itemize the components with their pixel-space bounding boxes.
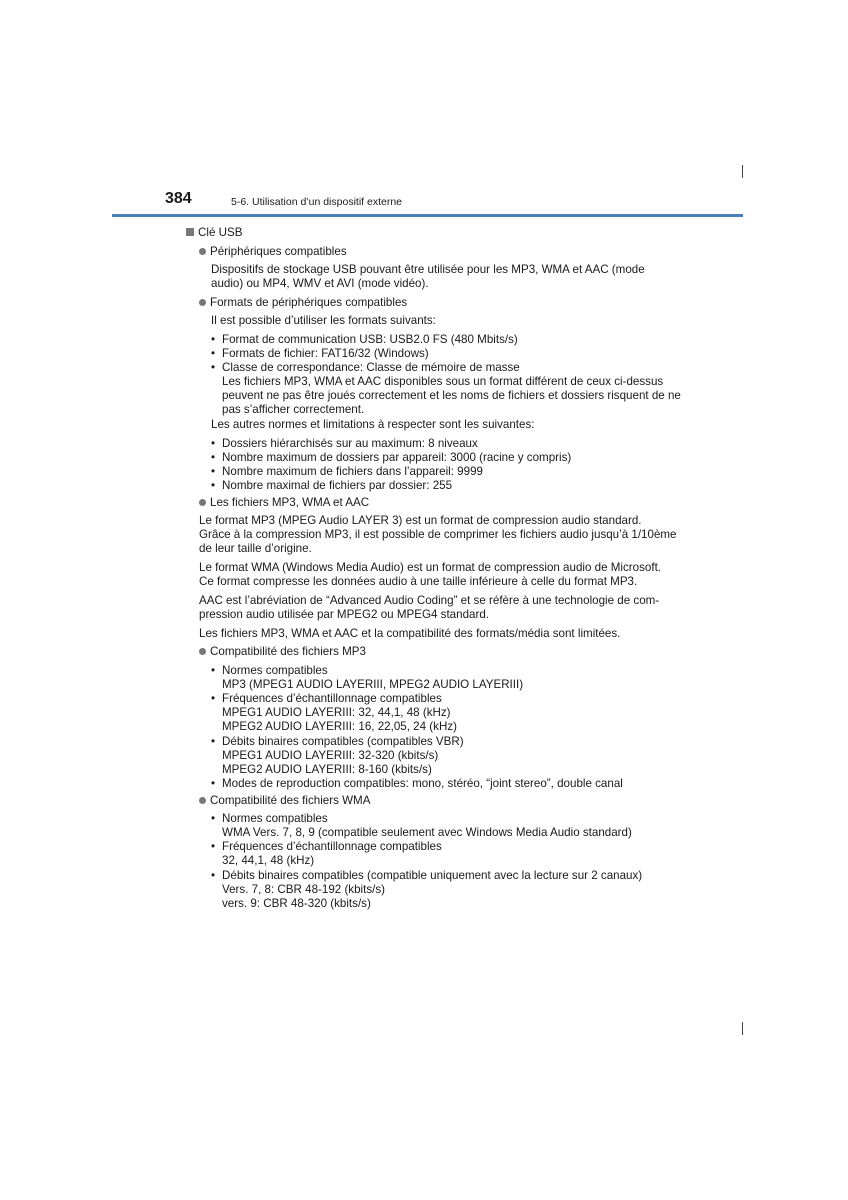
files-paragraph-line: Les fichiers MP3, WMA et AAC et la compatibilité des formats/média sont limitées. xyxy=(199,627,621,640)
mp3-item-detail: MPEG1 AUDIO LAYERIII: 32-320 (kbits/s) xyxy=(222,749,439,762)
formats-item: • Format de communication USB: USB2.0 FS (480 Mbits/s) xyxy=(211,333,518,346)
wma-item-detail: Vers. 7, 8: CBR 48-192 (kbits/s) xyxy=(222,883,386,896)
round-bullet-icon xyxy=(199,797,206,804)
crop-mark-bottom xyxy=(742,1022,743,1035)
files-paragraph-line: Le format WMA (Windows Media Audio) est un format de compression audio de Microsoft. xyxy=(199,561,662,574)
wma-item: • Fréquences d’échantillonnage compatibles xyxy=(211,840,442,853)
round-bullet-icon xyxy=(199,248,206,255)
limits-item: • Dossiers hiérarchisés sur au maximum: 8 niveaux xyxy=(211,437,478,450)
square-bullet-icon xyxy=(186,228,194,236)
limits-intro: Les autres normes et limitations à respecter sont les suivantes: xyxy=(211,418,535,431)
files-paragraph-line: AAC est l’abréviation de “Advanced Audio Coding” et se réfère à une technologie de com- xyxy=(199,594,660,607)
round-bullet-icon xyxy=(199,299,206,306)
formats-note-line: Les fichiers MP3, WMA et AAC disponibles sous un format différent de ceux ci-dessus xyxy=(222,375,664,388)
files-paragraph-line: Ce format compresse les données audio à une taille inférieure à celle du format MP3. xyxy=(199,575,638,588)
wma-item: • Débits binaires compatibles (compatible uniquement avec la lecture sur 2 canaux) xyxy=(211,869,643,882)
devices-heading: Périphériques compatibles xyxy=(199,245,347,259)
wma-item-detail: vers. 9: CBR 48-320 (kbits/s) xyxy=(222,897,371,910)
round-bullet-icon xyxy=(199,499,206,506)
formats-note-line: pas s’afficher correctement. xyxy=(222,403,365,416)
section-title: 5-6. Utilisation d’un dispositif externe xyxy=(231,196,403,208)
limits-item: • Nombre maximum de dossiers par appareil: 3000 (racine y compris) xyxy=(211,451,572,464)
wma-heading: Compatibilité des fichiers WMA xyxy=(199,794,370,808)
usb-heading: Clé USB xyxy=(186,226,242,240)
wma-item-detail: 32, 44,1, 48 (kHz) xyxy=(222,854,315,867)
round-bullet-icon xyxy=(199,648,206,655)
mp3-item: • Débits binaires compatibles (compatibles VBR) xyxy=(211,735,464,748)
files-heading: Les fichiers MP3, WMA et AAC xyxy=(199,496,369,510)
files-paragraph-line: Le format MP3 (MPEG Audio LAYER 3) est un format de compression audio standard. xyxy=(199,514,642,527)
formats-intro: Il est possible d’utiliser les formats suivants: xyxy=(211,314,436,327)
mp3-item-detail: MPEG2 AUDIO LAYERIII: 8-160 (kbits/s) xyxy=(222,763,432,776)
devices-text-line: Dispositifs de stockage USB pouvant être utilisée pour les MP3, WMA et AAC (mode xyxy=(211,263,645,276)
page-number: 384 xyxy=(165,190,192,207)
mp3-item-detail: MP3 (MPEG1 AUDIO LAYERIII, MPEG2 AUDIO LAYERIII) xyxy=(222,678,524,691)
limits-item: • Nombre maximum de fichiers dans l’appareil: 9999 xyxy=(211,465,483,478)
mp3-item-detail: MPEG1 AUDIO LAYERIII: 32, 44,1, 48 (kHz) xyxy=(222,706,451,719)
formats-heading: Formats de périphériques compatibles xyxy=(199,296,407,310)
mp3-item: • Fréquences d’échantillonnage compatibles xyxy=(211,692,442,705)
mp3-heading: Compatibilité des fichiers MP3 xyxy=(199,645,366,659)
files-paragraph-line: de leur taille d’origine. xyxy=(199,542,312,555)
formats-note-line: peuvent ne pas être joués correctement et les noms de fichiers et dossiers risquent de ne xyxy=(222,389,681,402)
limits-item: • Nombre maximal de fichiers par dossier: 255 xyxy=(211,479,453,492)
devices-text-line: audio) ou MP4, WMV et AVI (mode vidéo). xyxy=(211,277,429,290)
mp3-item-detail: MPEG2 AUDIO LAYERIII: 16, 22,05, 24 (kHz) xyxy=(222,720,457,733)
formats-item: • Formats de fichier: FAT16/32 (Windows) xyxy=(211,347,429,360)
files-paragraph-line: pression audio utilisée par MPEG2 ou MPEG4 standard. xyxy=(199,608,489,621)
mp3-item: • Modes de reproduction compatibles: mono, stéréo, “joint stereo”, double canal xyxy=(211,777,623,790)
mp3-item: • Normes compatibles xyxy=(211,664,328,677)
wma-item-detail: WMA Vers. 7, 8, 9 (compatible seulement avec Windows Media Audio standard) xyxy=(222,826,632,839)
wma-item: • Normes compatibles xyxy=(211,812,328,825)
files-paragraph-line: Grâce à la compression MP3, il est possible de comprimer les fichiers audio jusqu’à 1/10ème xyxy=(199,528,677,541)
formats-item: • Classe de correspondance: Classe de mémoire de masse xyxy=(211,361,520,374)
